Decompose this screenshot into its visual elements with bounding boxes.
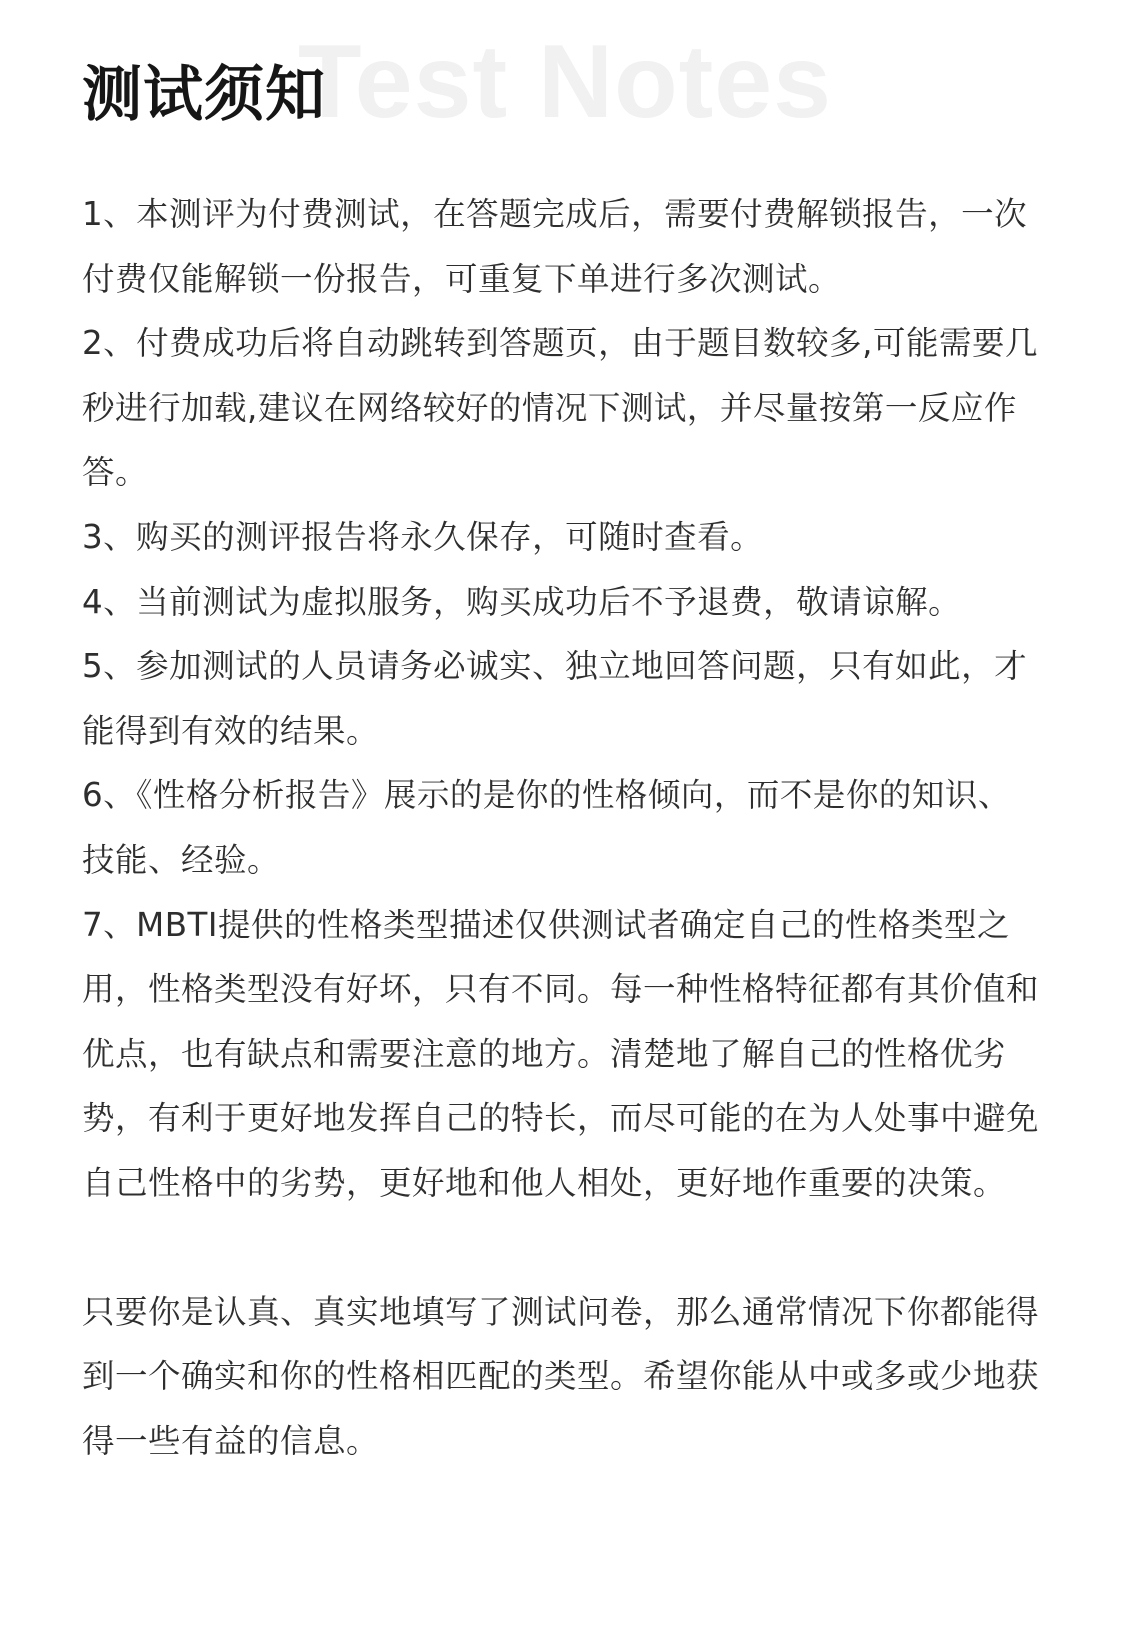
note-item-5: 5、参加测试的人员请务必诚实、独立地回答问题，只有如此，才能得到有效的结果。 xyxy=(82,647,1028,750)
notes-content xyxy=(82,182,1042,1473)
closing-paragraph: 只要你是认真、真实地填写了测试问卷，那么通常情况下你都能得到一个确实和你的性格相匹配的类型。希望你能从中或多或少地获得一些有益的信息。 xyxy=(82,1292,1040,1460)
page-title: 测试须知 xyxy=(82,60,326,130)
note-item-7: 7、MBTI提供的性格类型描述仅供测试者确定自己的性格类型之用，性格类型没有好坏，只有不同。每一种性格特征都有其价值和优点，也有缺点和需要注意的地方。清楚地了解自己的性格优劣势，有利于更好地发挥自己的特长，而尽可能的在为人处事中避免自己性格中的劣势，更好地和他人相处，更好地作重要的决策。 xyxy=(82,905,1040,1202)
note-item-4: 4、当前测试为虚拟服务，购买成功后不予退费，敬请谅解。 xyxy=(82,582,962,621)
note-item-1: 1、本测评为付费测试，在答题完成后，需要付费解锁报告，一次付费仅能解锁一份报告，可重复下单进行多次测试。 xyxy=(82,195,1028,298)
note-item-2: 2、付费成功后将自动跳转到答题页，由于题目数较多,可能需要几秒进行加载,建议在网络较好的情况下测试，并尽量按第一反应作答。 xyxy=(82,324,1039,492)
paragraph-spacer xyxy=(82,1216,1042,1280)
note-item-6: 6、《性格分析报告》展示的是你的性格倾向，而不是你的知识、技能、经验。 xyxy=(82,776,1011,879)
note-item-3: 3、购买的测评报告将永久保存，可随时查看。 xyxy=(82,517,764,556)
watermark-text: Test Notes xyxy=(298,24,832,140)
